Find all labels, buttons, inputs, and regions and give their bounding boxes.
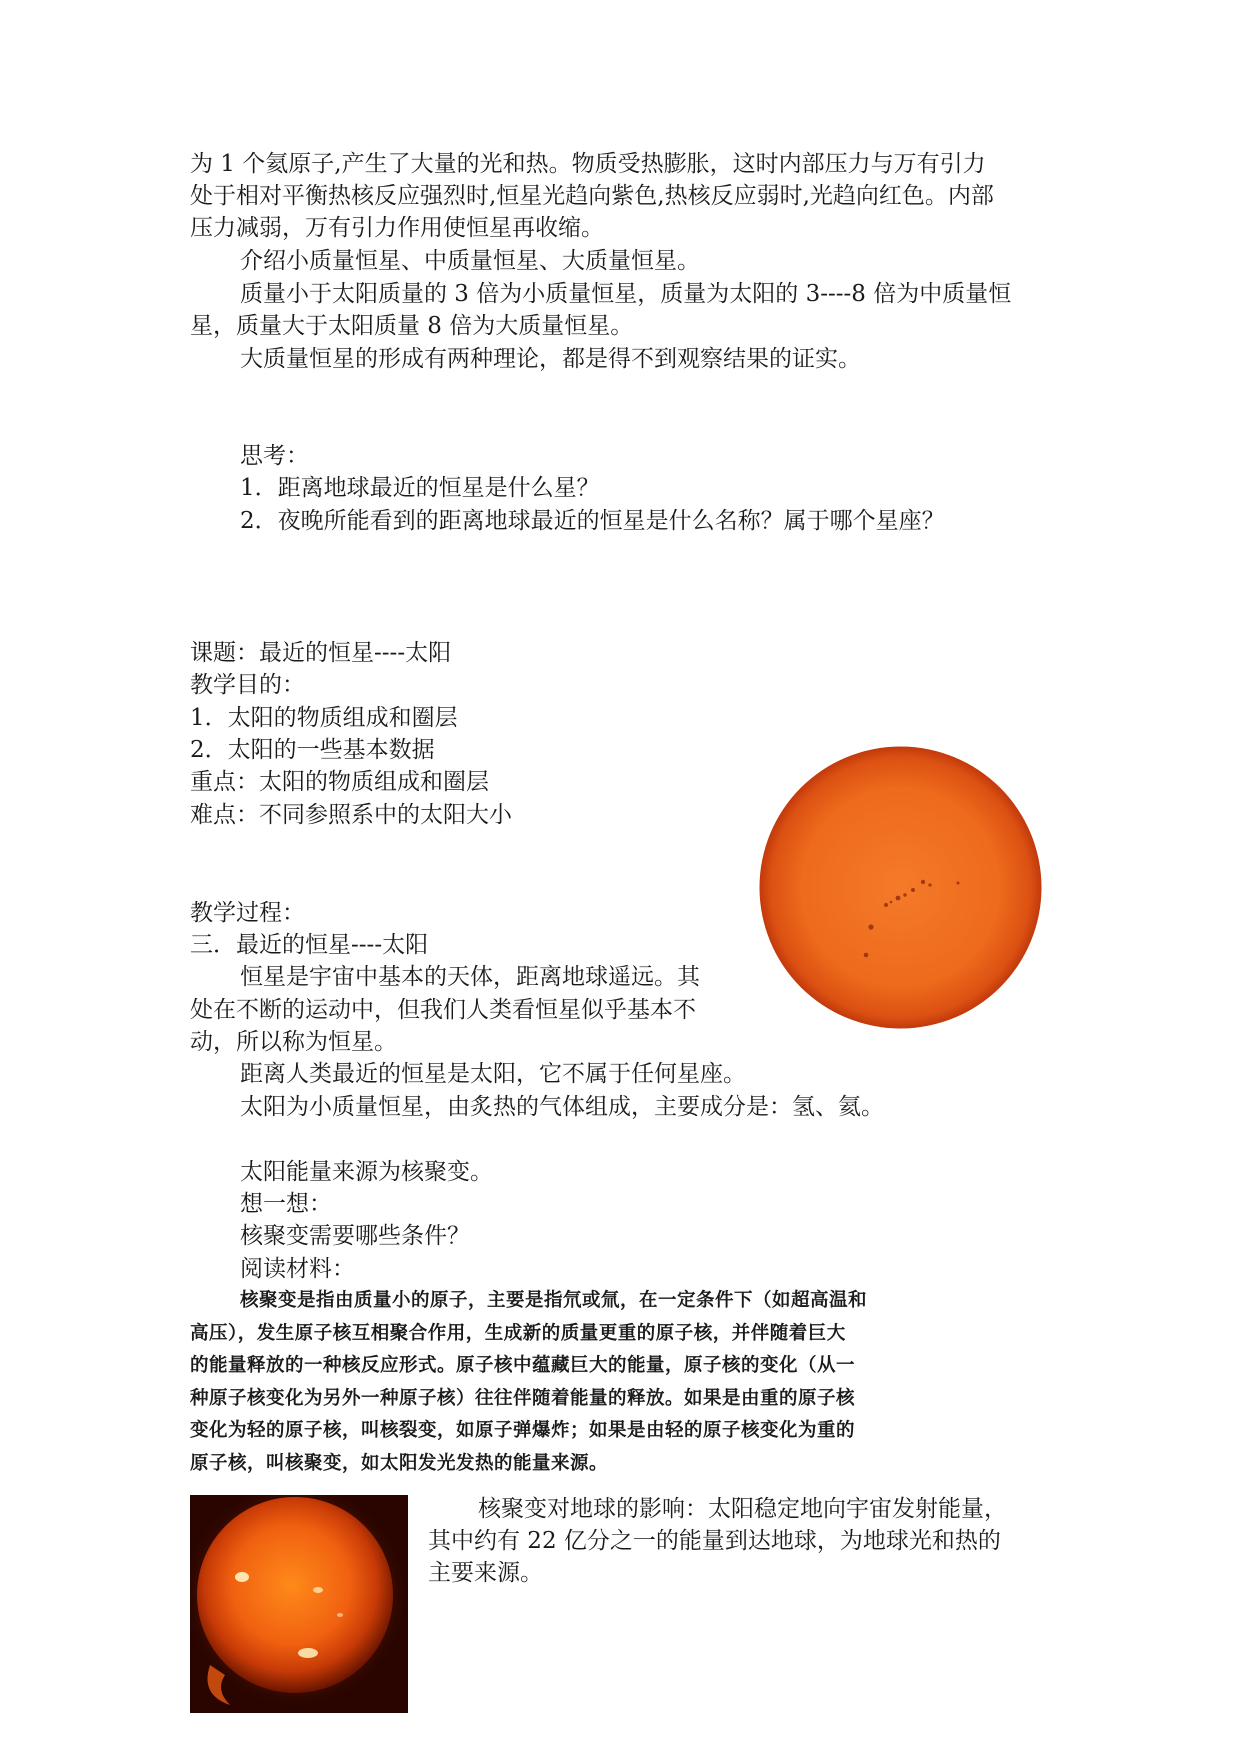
- think-question-2: 2．夜晚所能看到的距离地球最近的恒星是什么名称？属于哪个星座？: [240, 508, 945, 534]
- goal-2: 2．太阳的一些基本数据: [190, 737, 435, 763]
- reading-line-3: 的能量释放的一种核反应形式。原子核中蕴藏巨大的能量，原子核的变化（从一: [190, 1355, 856, 1376]
- star-para-line-2: 处在不断的运动中，但我们人类看恒星似乎基本不: [190, 997, 696, 1023]
- sun-disk: [197, 1497, 393, 1693]
- reading-line-1: 核聚变是指由质量小的原子，主要是指氘或氚，在一定条件下（如超高温和: [240, 1290, 868, 1311]
- think-again-label: 想一想：: [240, 1191, 332, 1217]
- difficulty: 难点：不同参照系中的太阳大小: [190, 802, 512, 828]
- reading-line-4: 种原子核变化为另外一种原子核）往往伴随着能量的释放。如果是由重的原子核: [190, 1388, 856, 1409]
- sun-disk: [760, 747, 1042, 1029]
- reading-label: 阅读材料：: [240, 1256, 355, 1282]
- nearest-star: 距离人类最近的恒星是太阳，它不属于任何星座。: [240, 1061, 746, 1087]
- think-question-1: 1．距离地球最近的恒星是什么星？: [240, 475, 600, 501]
- sun-energy-source: 太阳能量来源为核聚变。: [240, 1159, 493, 1185]
- sun-photo: [758, 745, 1043, 1030]
- reading-line-6: 原子核，叫核聚变，如太阳发光发热的能量来源。: [190, 1453, 609, 1474]
- formation-theory: 大质量恒星的形成有两种理论，都是得不到观察结果的证实。: [240, 346, 861, 372]
- sun-composition: 太阳为小质量恒星，由炙热的气体组成，主要成分是：氢、氦。: [240, 1094, 884, 1120]
- reading-line-5: 变化为轻的原子核，叫核裂变，如原子弹爆炸；如果是由轻的原子核变化为重的: [190, 1420, 856, 1441]
- lesson-topic: 课题：最近的恒星----太阳: [190, 640, 452, 666]
- intro-line-3: 压力减弱，万有引力作用使恒星再收缩。: [190, 215, 604, 241]
- star-para-line-1: 恒星是宇宙中基本的天体，距离地球遥远。其: [240, 964, 700, 990]
- intro-mass-types: 介绍小质量恒星、中质量恒星、大质量恒星。: [240, 248, 700, 274]
- process-label: 教学过程：: [190, 900, 305, 926]
- key-point: 重点：太阳的物质组成和圈层: [190, 769, 489, 795]
- star-para-line-3: 动，所以称为恒星。: [190, 1029, 397, 1055]
- effect-line-2: 其中约有 22 亿分之一的能量到达地球，为地球光和热的: [428, 1528, 1001, 1554]
- effect-line-3: 主要来源。: [428, 1560, 543, 1586]
- effect-line-1: 核聚变对地球的影响：太阳稳定地向宇宙发射能量，: [478, 1496, 1007, 1522]
- mass-definition-line-1: 质量小于太阳质量的 3 倍为小质量恒星，质量为太阳的 3----8 倍为中质量恒: [240, 281, 1012, 307]
- intro-line-2: 处于相对平衡热核反应强烈时,恒星光趋向紫色,热核反应弱时,光趋向红色。内部: [190, 183, 994, 209]
- sun-corona-photo: [190, 1495, 408, 1713]
- section-3-heading: 三．最近的恒星----太阳: [190, 932, 429, 958]
- intro-line-1: 为 1 个氦原子,产生了大量的光和热。物质受热膨胀，这时内部压力与万有引力: [190, 151, 986, 177]
- think-label: 思考：: [240, 443, 309, 469]
- think-again-question: 核聚变需要哪些条件？: [240, 1223, 470, 1249]
- fusion-effect-paragraph: [428, 1493, 1068, 1589]
- reading-line-2: 高压），发生原子核互相聚合作用，生成新的质量更重的原子核，并伴随着巨大: [190, 1323, 846, 1344]
- goal-1: 1．太阳的物质组成和圈层: [190, 705, 458, 731]
- mass-definition-line-2: 星，质量大于太阳质量 8 倍为大质量恒星。: [190, 313, 634, 339]
- goals-label: 教学目的：: [190, 672, 305, 698]
